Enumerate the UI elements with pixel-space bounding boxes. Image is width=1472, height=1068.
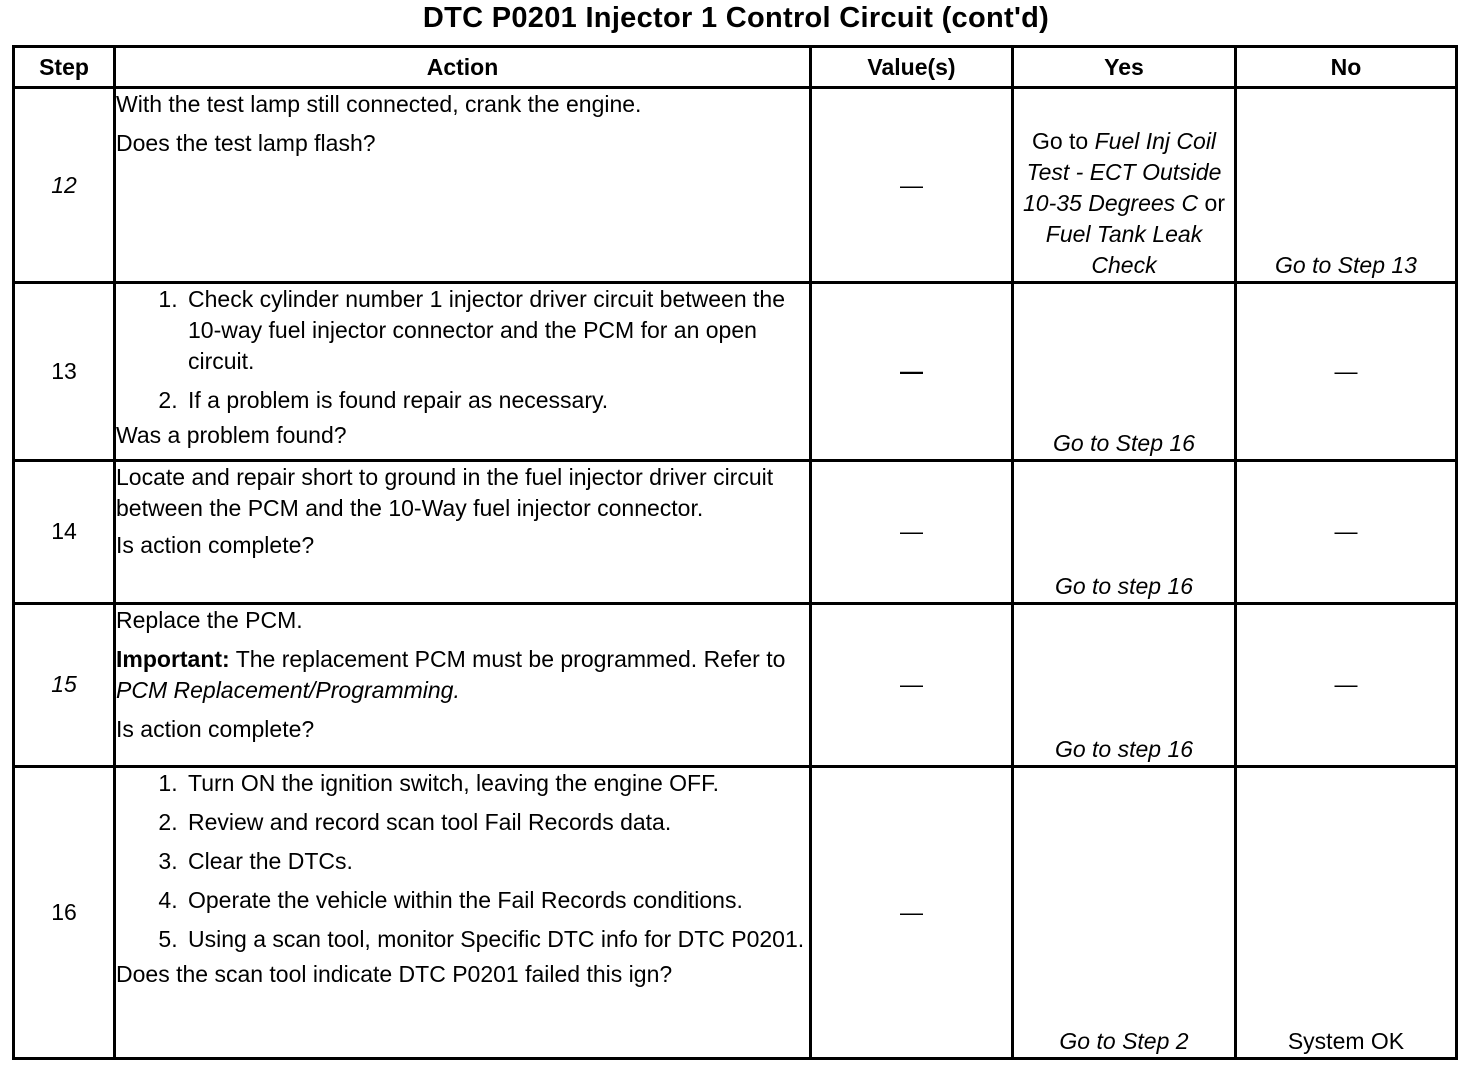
value-dash: — bbox=[900, 898, 923, 925]
value-cell bbox=[811, 766, 1013, 1058]
value-cell bbox=[811, 88, 1013, 283]
action-line: With the test lamp still connected, crank the engine. bbox=[116, 91, 642, 118]
value-cell bbox=[811, 603, 1013, 766]
header-step: Step bbox=[14, 47, 115, 88]
list-item: 2. If a problem is found repair as necessary. bbox=[184, 385, 809, 416]
yes-prefix: Go to bbox=[1031, 128, 1089, 155]
no-link-step-13[interactable]: Go to Step 13 bbox=[1275, 252, 1417, 279]
header-action: Action bbox=[115, 47, 811, 88]
yes-link-fuel-tank-leak-check[interactable]: Fuel Tank Leak Check bbox=[1045, 221, 1203, 279]
action-list bbox=[116, 768, 809, 955]
step-number: 12 bbox=[14, 88, 115, 283]
step-number: 15 bbox=[14, 603, 115, 766]
yes-cell bbox=[1013, 766, 1236, 1058]
no-cell bbox=[1236, 88, 1457, 283]
list-item: 4. Operate the vehicle within the Fail Records conditions. bbox=[184, 885, 809, 916]
value-cell bbox=[811, 283, 1013, 461]
header-row bbox=[14, 47, 1457, 88]
yes-link-step-16[interactable]: Go to Step 16 bbox=[1053, 430, 1195, 457]
no-dash: — bbox=[1334, 518, 1358, 545]
action-cell bbox=[115, 603, 811, 766]
action-text: Replace the PCM. bbox=[116, 606, 303, 633]
no-cell bbox=[1236, 461, 1457, 603]
pcm-replacement-link[interactable]: PCM Replacement/Programming. bbox=[116, 676, 460, 703]
list-item: 2. Review and record scan tool Fail Records data. bbox=[184, 807, 809, 838]
action-list bbox=[116, 284, 809, 416]
yes-link-fuel-inj-coil-test[interactable]: Fuel Inj Coil Test - ECT Outside 10-35 Degrees C bbox=[1023, 128, 1222, 217]
action-question: Does the test lamp flash? bbox=[116, 130, 376, 157]
table-row-step-13 bbox=[14, 283, 1457, 461]
yes-cell bbox=[1013, 603, 1236, 766]
yes-cell bbox=[1013, 283, 1236, 461]
list-item: 1. Check cylinder number 1 injector driver circuit between the 10-way fuel injector connector and the PCM for an open circuit. bbox=[184, 284, 809, 377]
table-row-step-12 bbox=[14, 88, 1457, 283]
list-item: 5. Using a scan tool, monitor Specific DTC info for DTC P0201. bbox=[184, 924, 809, 955]
header-no: No bbox=[1236, 47, 1457, 88]
action-cell bbox=[115, 766, 811, 1058]
action-cell bbox=[115, 283, 811, 461]
header-values: Value(s) bbox=[811, 47, 1013, 88]
important-note bbox=[116, 644, 809, 706]
page-title: DTC P0201 Injector 1 Control Circuit (cont'd) bbox=[422, 2, 1050, 34]
step-number: 16 bbox=[14, 766, 115, 1058]
yes-cell bbox=[1013, 88, 1236, 283]
action-text: Locate and repair short to ground in the fuel injector driver circuit between the PCM and the 10-Way fuel injector connector. bbox=[116, 464, 774, 522]
no-system-ok: System OK bbox=[1287, 1028, 1405, 1054]
table-row-step-15 bbox=[14, 603, 1457, 766]
action-question: Was a problem found? bbox=[116, 422, 347, 449]
no-cell bbox=[1236, 603, 1457, 766]
step-number: 14 bbox=[14, 461, 115, 603]
no-dash: — bbox=[1334, 358, 1358, 385]
yes-cell bbox=[1013, 461, 1236, 603]
yes-link-step-2[interactable]: Go to Step 2 bbox=[1059, 1028, 1189, 1054]
diagnostic-table bbox=[12, 45, 1458, 1060]
yes-link-step-16[interactable]: Go to step 16 bbox=[1054, 735, 1194, 762]
table-row-step-14 bbox=[14, 461, 1457, 603]
value-dash: — bbox=[900, 171, 923, 198]
list-item: 3. Clear the DTCs. bbox=[184, 846, 809, 877]
yes-or: or bbox=[1204, 190, 1225, 217]
value-cell bbox=[811, 461, 1013, 603]
refer-text: Refer to bbox=[703, 645, 786, 672]
value-dash: — bbox=[900, 518, 923, 545]
value-dash: — bbox=[900, 671, 923, 698]
action-cell bbox=[115, 88, 811, 283]
important-text: The replacement PCM must be programmed. bbox=[235, 645, 698, 672]
table-row-step-16 bbox=[14, 766, 1457, 1058]
step-number: 13 bbox=[14, 283, 115, 461]
action-question: Is action complete? bbox=[116, 532, 315, 559]
value-dash: — bbox=[900, 358, 923, 385]
action-cell bbox=[115, 461, 811, 603]
no-dash: — bbox=[1334, 671, 1358, 698]
important-label: Important: bbox=[116, 645, 230, 672]
yes-link-step-16[interactable]: Go to step 16 bbox=[1054, 572, 1194, 599]
list-item: 1. Turn ON the ignition switch, leaving the engine OFF. bbox=[184, 768, 809, 799]
no-cell bbox=[1236, 283, 1457, 461]
action-question: Does the scan tool indicate DTC P0201 failed this ign? bbox=[116, 960, 673, 987]
header-yes: Yes bbox=[1013, 47, 1236, 88]
action-question: Is action complete? bbox=[116, 715, 315, 742]
no-cell bbox=[1236, 766, 1457, 1058]
